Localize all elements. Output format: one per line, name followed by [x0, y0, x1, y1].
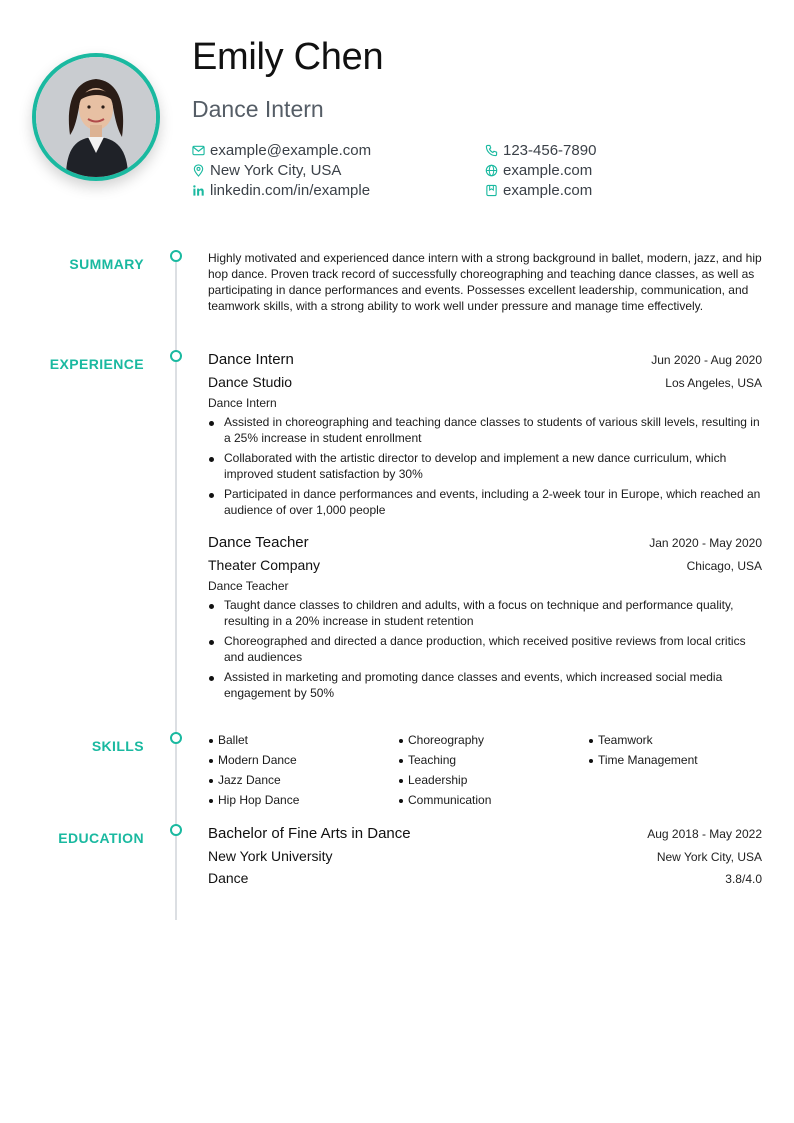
contact-location: [192, 162, 485, 178]
job-subrole: Dance Teacher: [208, 579, 289, 593]
section-label-education: EDUCATION: [58, 830, 144, 846]
timeline-dot-skills: [170, 732, 182, 744]
bullet-item: Participated in dance performances and events, including a 2-week tour in Europe, which reached an audience of over 1,000 people: [208, 486, 762, 518]
education-dates: Aug 2018 - May 2022: [647, 827, 762, 841]
job-title: Dance Teacher: [208, 534, 309, 551]
education-gpa: 3.8/4.0: [725, 872, 762, 886]
job-dates: Jan 2020 - May 2020: [649, 536, 762, 550]
skill-item: Time Management: [588, 752, 762, 768]
contact-location-text: New York City, USA: [210, 161, 342, 179]
job-title: Dance Intern: [208, 351, 294, 368]
job-dates: Jun 2020 - Aug 2020: [651, 353, 762, 367]
bullet-item: Choreographed and directed a dance production, which received positive reviews from local critics and audiences: [208, 633, 762, 665]
skills-grid: [208, 732, 762, 808]
bullet-item: Assisted in marketing and promoting dance classes and events, which increased social media engagement by 50%: [208, 669, 762, 701]
contact-portfolio-text: example.com: [503, 181, 593, 199]
bullet-item: Collaborated with the artistic director to develop and implement a new dance curriculum, which improved student satisfaction by 30%: [208, 450, 762, 482]
school-name: New York University: [208, 848, 333, 864]
degree-title: Bachelor of Fine Arts in Dance: [208, 825, 411, 842]
contact-phone[interactable]: [485, 142, 772, 158]
skill-item: Hip Hop Dance: [208, 792, 398, 808]
contact-website[interactable]: [485, 162, 772, 178]
job-organization: Theater Company: [208, 557, 321, 573]
bullet-item: Taught dance classes to children and adults, with a focus on technique and performance quality, resulting in a 20% increase in student retention: [208, 597, 762, 629]
job-entry: [208, 351, 762, 518]
summary-text: Highly motivated and experienced dance intern with a strong background in ballet, modern, jazz, and hip hop dance. Proven track record of successfully choreographing and teaching dance classes, as well as participating in dance performances and events. Possesses excellent leadership, communication, and teamwork skills, with a strong ability to work well under pressure and manage time effectively.: [208, 251, 762, 313]
mail-icon: [192, 144, 205, 157]
portrait-image: [36, 57, 156, 177]
skill-item: Ballet: [208, 732, 398, 748]
skill-item: Communication: [398, 792, 588, 808]
section-label-experience: EXPERIENCE: [49, 356, 144, 372]
candidate-role: Dance Intern: [192, 96, 324, 122]
profile-photo: [32, 53, 160, 181]
school-location: New York City, USA: [656, 850, 762, 864]
skill-item: Modern Dance: [208, 752, 398, 768]
section-label-summary: SUMMARY: [69, 256, 144, 272]
contact-website-text: example.com: [503, 161, 593, 179]
timeline-dot-education: [170, 824, 182, 836]
skill-item: Teaching: [398, 752, 588, 768]
linkedin-icon: [192, 184, 205, 197]
skill-item: Jazz Dance: [208, 772, 398, 788]
job-organization: Dance Studio: [208, 374, 293, 390]
phone-icon: [485, 144, 498, 157]
candidate-name: Emily Chen: [192, 36, 384, 78]
contact-list: [192, 142, 772, 198]
contact-email-text: example@example.com: [210, 141, 372, 159]
timeline-dot-experience: [170, 350, 182, 362]
contact-linkedin-text: linkedin.com/in/example: [210, 181, 371, 199]
education-field: Dance: [208, 870, 249, 886]
bullet-item: Assisted in choreographing and teaching dance classes to students of various skill levels, resulting in a 25% increase in student enrollment: [208, 414, 762, 446]
job-entry: [208, 534, 762, 701]
bookmark-icon: [485, 184, 498, 197]
globe-icon: [485, 164, 498, 177]
experience-section: [208, 351, 762, 705]
job-bullets: [208, 414, 762, 518]
job-bullets: [208, 597, 762, 701]
location-pin-icon: [192, 164, 205, 177]
job-location: Chicago, USA: [686, 559, 762, 573]
skill-item: Choreography: [398, 732, 588, 748]
contact-linkedin[interactable]: [192, 182, 485, 198]
contact-portfolio[interactable]: [485, 182, 772, 198]
timeline-dot-summary: [170, 250, 182, 262]
skill-item: Teamwork: [588, 732, 762, 748]
skill-item: Leadership: [398, 772, 588, 788]
contact-email[interactable]: [192, 142, 485, 158]
summary-section: [208, 250, 762, 314]
skills-section: [208, 732, 762, 808]
education-section: [208, 825, 762, 886]
contact-phone-text: 123-456-7890: [503, 141, 597, 159]
job-subrole: Dance Intern: [208, 396, 277, 410]
job-location: Los Angeles, USA: [665, 376, 762, 390]
section-label-skills: SKILLS: [91, 738, 144, 754]
